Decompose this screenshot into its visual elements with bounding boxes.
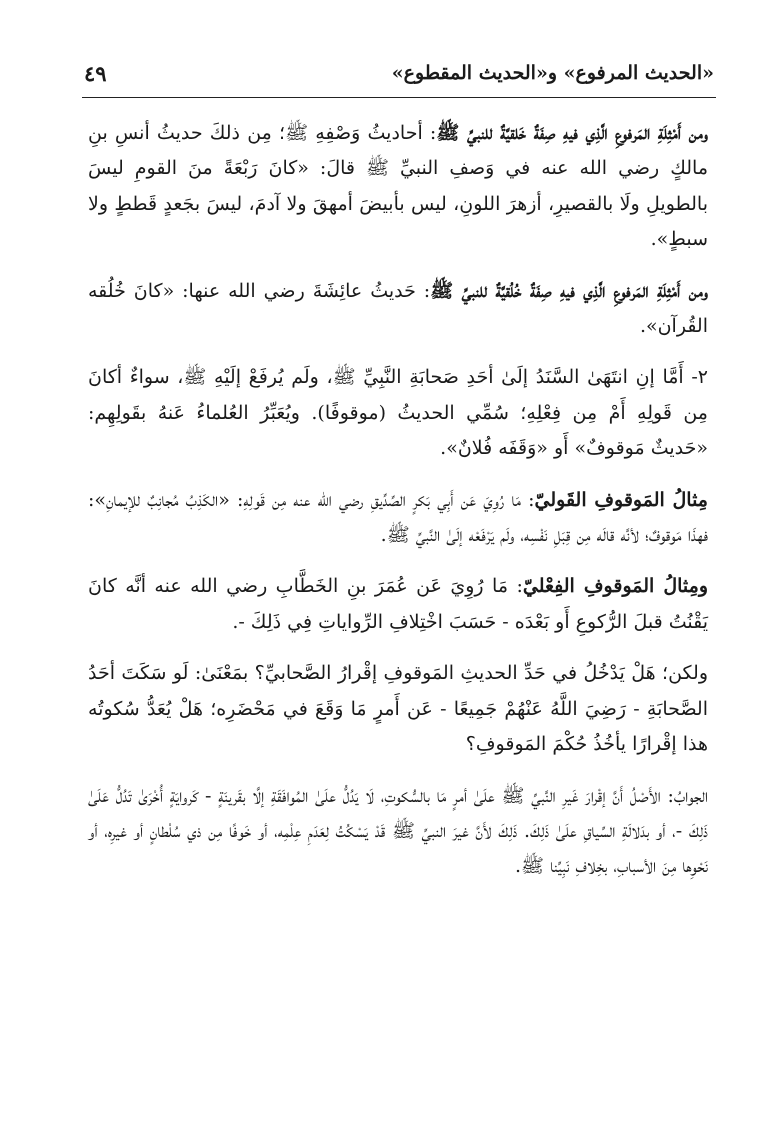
paragraph-text: ولكن؛ هَلْ يَدْخُلُ في حَدِّ الحديثِ المَوقوفِ إقْرارُ الصَّحابيِّ؟ بمَعْنَىٰ: لَو سَكَتَ أحَدُ الصَّحابَةِ - رَضِيَ اللَّهُ عَنْهُمْ جَمِيعًا - عَن أَمرٍ مَا وَقَعَ في مَحْضَرِه؛ هَلْ يُعَدُّ سُكوتُه هذا إقْرارًا يأخُذُ حُكْمَ المَوقوفِ؟	[88, 662, 708, 756]
paragraph-lead: ومن أَمْثِلَةِ المَرفوعِ الَّذِي فيهِ صِفَةٌ خَلقيَّةٌ للنبيِّ ﷺ	[436, 122, 708, 144]
paragraph	[88, 274, 708, 345]
paragraph	[88, 656, 708, 762]
header-divider	[82, 97, 716, 98]
paragraph-text: ٢- أَمَّا إنِ انتَهَىٰ السَّنَدُ إلَىٰ أحَدِ صَحابَةِ النَّبِيِّ ﷺ، ولَم يُرفَعْ إلَيْهِ ﷺ، سواءٌ أكانَ مِن قَولِهِ أَمْ مِن فِعْلِهِ؛ سُمِّي الحديثُ (موقوفًا). ويُعَبِّرُ العُلماءُ عَنهُ بقَولِهِم: «حَديثٌ مَوقوفٌ» أَو «وَقَفَه فُلانٌ».	[88, 366, 708, 460]
paragraph	[88, 569, 708, 640]
page-number: ٤٩	[84, 60, 107, 86]
paragraph	[88, 360, 708, 466]
paragraph	[88, 483, 708, 554]
page-body	[88, 116, 708, 901]
paragraph-text: : مَا رُوِيَ عَن عُمَرَ بنِ الخَطَّابِ رضي الله عنه أنَّه كانَ يَقْنُتُ قبلَ الرُّكوعِ أَو بَعْدَه - حَسَبَ اخْتِلافِ الرِّواياتِ فِي ذَلِكَ -.	[88, 575, 708, 633]
paragraph-lead: مِثالُ المَوقوفِ القَوليّ	[534, 488, 708, 511]
paragraph-lead: ومن أَمْثِلَةِ المَرفوعِ الَّذِي فيهِ صِفَةٌ خُلُقيَّةٌ للنبيِّ ﷺ	[430, 279, 708, 302]
paragraph-lead: ومِثالُ المَوقوفِ الفِعْليّ	[522, 575, 708, 598]
running-header	[84, 56, 714, 90]
paragraph-text: : مَا رُوِيَ عَن أَبِي بَكرٍ الصِّدِّيقِ رضي الله عنه مِن قَولِهِ: «الكَذِبُ مُجانِبٌ للإيمانِ»: فهذَا مَوقوفٌ؛ لأنَّه قالَه مِن قِبَلِ نَفْسِه، ولَم يَرْفَعْه إلَىٰ النَّبيِّ ﷺ.	[88, 488, 708, 547]
paragraph	[88, 116, 708, 258]
running-header-title: «الحديث المرفوع» و«الحديث المقطوع»	[391, 62, 714, 84]
paragraph-text: : حَديثُ عائِشَةَ رضي الله عنها: «كانَ خُلُقه القُرآن».	[88, 279, 708, 338]
paragraph-text: : أحاديثُ وَصْفِهِ ﷺ؛ مِن ذلكَ حديثُ أنسِ بنِ مالكٍ رضي الله عنه في وَصفِ النبيِّ ﷺ قالَ: «كانَ رَبْعَةً منَ القومِ ليسَ بالطويلِ ولَا بالقصيرِ، أزهرَ اللونِ، ليس بأبيضَ أمهقَ ولا آدمَ، ليسَ بجَعدٍ قَططٍ ولا سبطٍ».	[88, 122, 708, 251]
paragraph-text: الجوابُ: الأَصْلُ أَنَّ إقْرارَ غَيرِ النَّبيِّ ﷺ علَىٰ أمرٍ مَا بالسُّكوتِ، لَا يَدُلُّ علَىٰ المُوافَقَةِ إلَّا بقَرينَةٍ - كَروايَةٍ أُخْرَىٰ تَدُلُّ عَلَىٰ ذَلِكَ -، أو بدَلالَةِ السِّياقِ علَىٰ ذَلِكَ. ذَلِكَ لأَنَّ غيرَ النبيِّ ﷺ قَدْ يَسْكُتُ لِعَدَمِ عِلْمِه، أو خَوفًا مِن ذي سُلْطانٍ أو غيرِه، أو نَحْوِها مِنَ الأسبابِ، بخِلافِ نَبِيِّنا ﷺ.	[88, 784, 708, 878]
paragraph	[88, 779, 708, 885]
